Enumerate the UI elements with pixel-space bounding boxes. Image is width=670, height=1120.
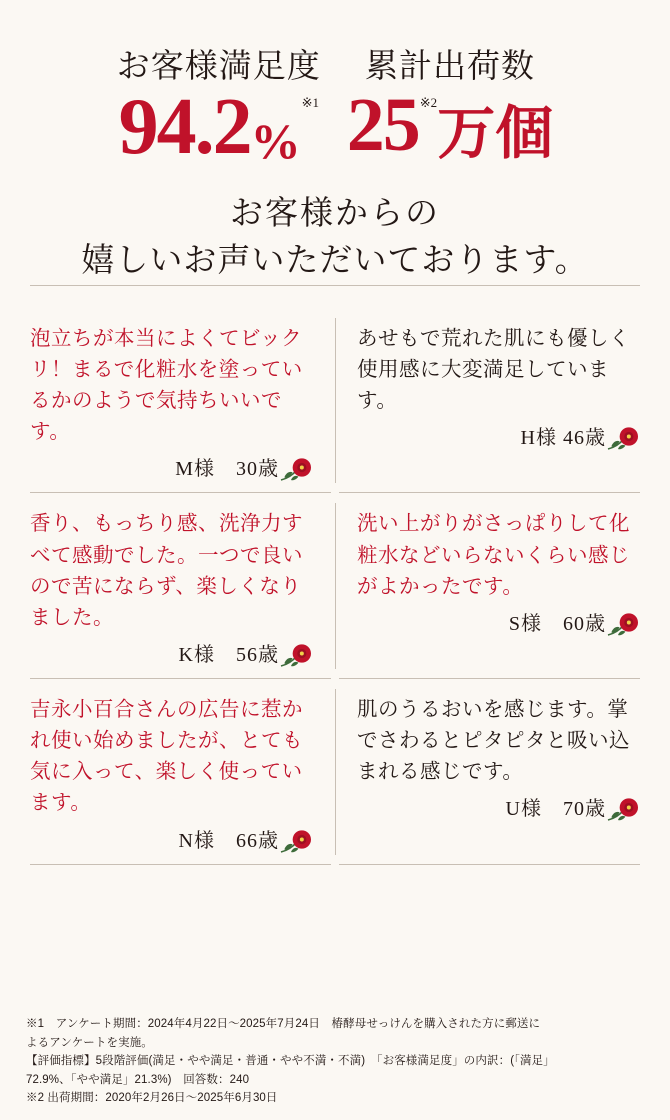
voice-card <box>26 493 335 679</box>
voice-text: 肌のうるおいを感じます。掌でさわるとピタピタと吸い込まれる感じです。 <box>357 698 630 784</box>
voice-text: 洗い上がりがさっぱりして化粧水などいらないくらい感じがよかったです。 <box>357 513 630 598</box>
voice-author: U様 70歳 <box>505 798 606 821</box>
footnote-line: 【評価指標】5段階評価(満足・やや満足・普通・やや不満・不満) 「お客様満足度」の内訳：(「満足」 <box>26 1055 555 1068</box>
voice-meta <box>30 452 313 481</box>
stats-row <box>26 0 644 171</box>
voices-grid <box>26 308 644 865</box>
stat-satisfaction-label: お客様満足度 <box>116 49 321 85</box>
voice-text: 吉永小百合さんの広告に惹かれ使い始めましたが、とても気に入って、楽しく使っています。 <box>30 698 303 815</box>
voice-meta <box>357 421 640 450</box>
camellia-flower-icon <box>279 455 313 485</box>
stat-shipments-value-group <box>346 83 554 167</box>
stat-satisfaction-value-group <box>117 83 321 171</box>
stat-shipments-label: 累計出荷数 <box>364 49 535 85</box>
voice-author: M様 30歳 <box>175 458 279 481</box>
footnote-line: 72.9%、「やや満足」21.3%) 回答数：240 <box>26 1073 250 1086</box>
stat-satisfaction <box>116 40 321 171</box>
footnote-line: ※1 アンケート期間：2024年4月22日〜2025年7月24日 椿酵母せっけんを購入された方に郵送に <box>26 1017 541 1030</box>
voice-author: K様 56歳 <box>178 643 279 666</box>
voice-card <box>335 679 644 865</box>
stat-shipments-unit: 万個 <box>437 101 554 167</box>
voices-top-divider <box>30 285 640 286</box>
voice-card <box>26 679 335 865</box>
camellia-flower-icon <box>279 827 313 857</box>
voice-author: N様 66歳 <box>178 829 279 852</box>
stat-satisfaction-unit: % <box>250 112 301 169</box>
camellia-flower-icon <box>606 424 640 454</box>
voice-author: H様 46歳 <box>520 427 606 450</box>
footnotes <box>26 1015 648 1108</box>
stat-satisfaction-number: 94.2 <box>118 83 251 171</box>
footnote-line: よるアンケートを実施。 <box>26 1036 153 1049</box>
voice-text: あせもで荒れた肌にも優しく使用感に大変満足しています。 <box>357 327 630 413</box>
section-headline <box>26 191 644 285</box>
stat-shipments <box>346 40 554 167</box>
voice-card <box>335 493 644 679</box>
footnote-line: ※2 出荷期間：2020年2月26日〜2025年6月30日 <box>26 1092 278 1105</box>
camellia-flower-icon <box>606 795 640 825</box>
voice-card <box>335 308 644 494</box>
voice-text: 香り、もっちり感、洗浄力すべて感動でした。一つで良いので苦にならず、楽しくなりました。 <box>30 513 303 629</box>
voice-author: S様 60歳 <box>508 612 606 635</box>
headline-line-2: 嬉しいお声いただいております。 <box>81 242 589 279</box>
stat-shipments-number: 25 <box>346 83 419 167</box>
headline-line-1: お客様からの <box>230 196 440 232</box>
camellia-flower-icon <box>279 641 313 671</box>
voice-meta <box>30 824 313 853</box>
voice-text: 泡立ちが本当によくてビックリ！まるで化粧水を塗っているかのようで気持ちいいです。 <box>30 327 303 444</box>
voice-meta <box>357 607 640 636</box>
stat-satisfaction-footnote-mark: ※1 <box>301 95 319 110</box>
voice-card <box>26 308 335 494</box>
voice-meta <box>357 792 640 821</box>
camellia-flower-icon <box>606 610 640 640</box>
voice-meta <box>30 638 313 667</box>
stat-shipments-footnote-mark: ※2 <box>419 95 438 110</box>
